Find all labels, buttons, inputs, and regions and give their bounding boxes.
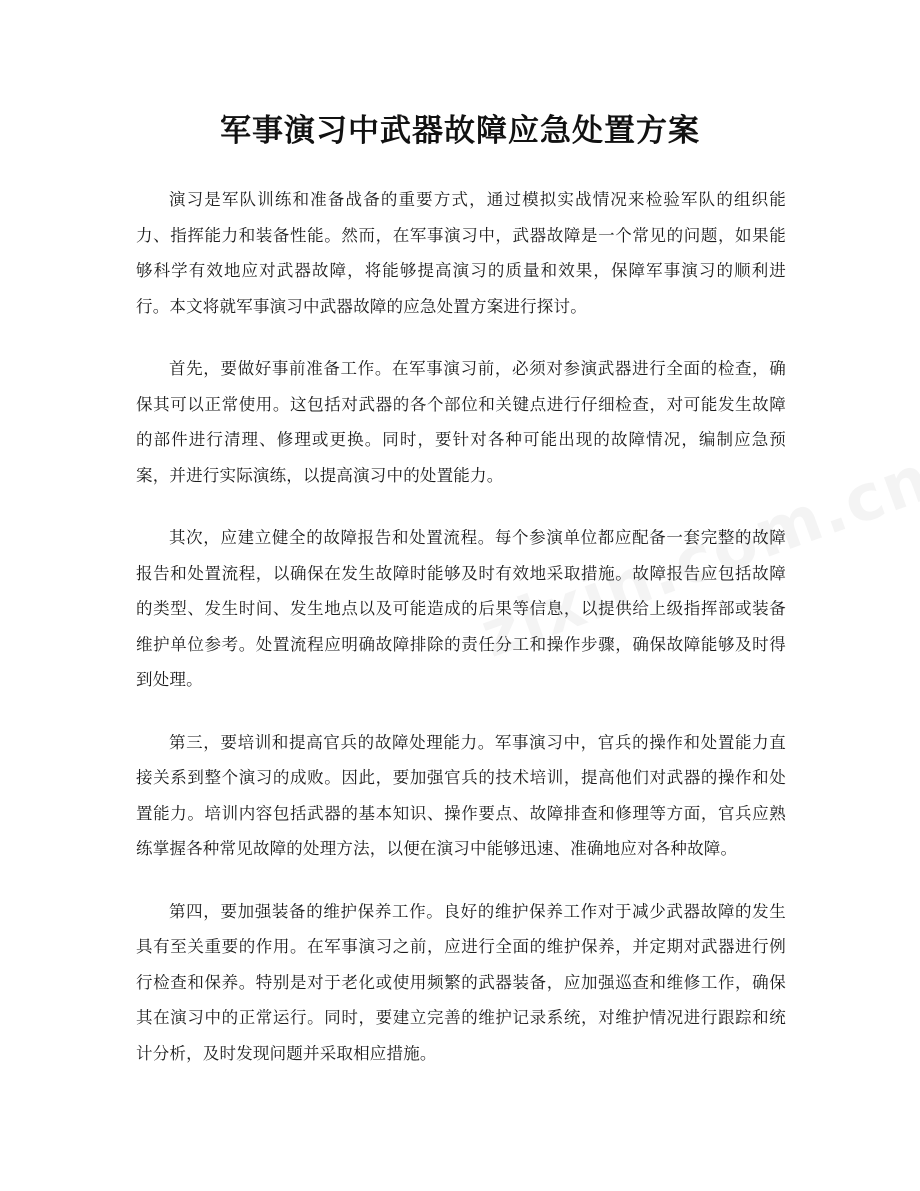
document-body xyxy=(136,182,786,1098)
paragraph-training: 第三，要培训和提高官兵的故障处理能力。军事演习中，官兵的操作和处置能力直接关系到整个演习的成败。因此，要加强官兵的技术培训，提高他们对武器的操作和处置能力。培训内容包括武器的基本知识、操作要点、故障排查和修理等方面，官兵应熟练掌握各种常见故障的处理方法，以便在演习中能够迅速、准确地应对各种故障。 xyxy=(136,732,786,858)
document-title: 军事演习中武器故障应急处置方案 xyxy=(220,113,700,149)
paragraph-preparation: 首先，要做好事前准备工作。在军事演习前，必须对参演武器进行全面的检查，确保其可以正常使用。这包括对武器的各个部位和关键点进行仔细检查，对可能发生故障的部件进行清理、修理或更换。同时，要针对各种可能出现的故障情况，编制应急预案，并进行实际演练，以提高演习中的处置能力。 xyxy=(136,359,786,485)
paragraph-reporting-process: 其次，应建立健全的故障报告和处置流程。每个参演单位都应配备一套完整的故障报告和处置流程，以确保在发生故障时能够及时有效地采取措施。故障报告应包括故障的类型、发生时间、发生地点以及可能造成的后果等信息，以提供给上级指挥部或装备维护单位参考。处置流程应明确故障排除的责任分工和操作步骤，确保故障能够及时得到处理。 xyxy=(136,528,786,689)
paragraph-intro: 演习是军队训练和准备战备的重要方式，通过模拟实战情况来检验军队的组织能力、指挥能力和装备性能。然而，在军事演习中，武器故障是一个常见的问题，如果能够科学有效地应对武器故障，将能够提高演习的质量和效果，保障军事演习的顺利进行。本文将就军事演习中武器故障的应急处置方案进行探讨。 xyxy=(136,190,786,316)
paragraph-maintenance: 第四，要加强装备的维护保养工作。良好的维护保养工作对于减少武器故障的发生具有至关重要的作用。在军事演习之前，应进行全面的维护保养，并定期对武器进行例行检查和保养。特别是对于老化或使用频繁的武器装备，应加强巡查和维修工作，确保其在演习中的正常运行。同时，要建立完善的维护记录系统，对维护情况进行跟踪和统计分析，及时发现问题并采取相应措施。 xyxy=(136,901,786,1063)
